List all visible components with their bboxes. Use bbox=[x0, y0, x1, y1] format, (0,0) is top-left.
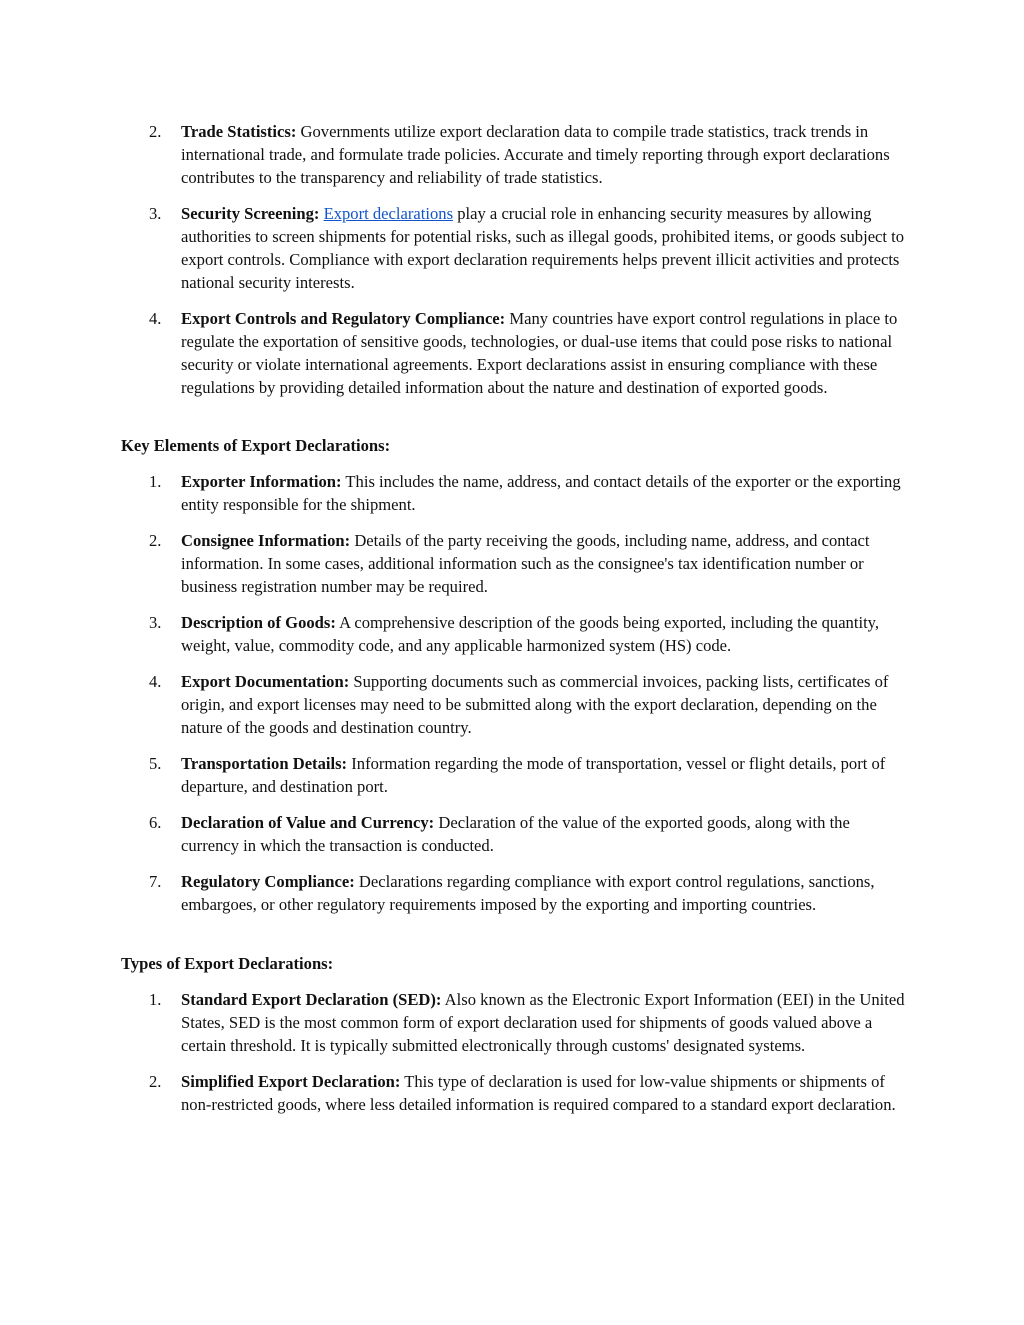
list-number: 5. bbox=[149, 754, 162, 773]
purpose-section bbox=[0, 120, 1024, 412]
list-number: 1. bbox=[149, 990, 162, 1009]
list-text: Declarations regarding compliance with export control regulations, sanctions, embargoes, or other regulatory requirements imposed by the exporting and importing countries. bbox=[181, 872, 875, 914]
list-item-simplified-export-declaration bbox=[0, 1070, 906, 1116]
list-number: 1. bbox=[149, 472, 162, 491]
list-term: Export Documentation: bbox=[181, 672, 350, 691]
list-text: Declaration of the value of the exported goods, along with the currency in which the transaction is conducted. bbox=[181, 813, 850, 855]
list-item-declaration-of-value bbox=[0, 811, 906, 857]
list-number: 4. bbox=[149, 672, 162, 691]
export-declarations-link[interactable]: Export declarations bbox=[323, 204, 454, 223]
types-heading: Types of Export Declarations: bbox=[121, 954, 334, 973]
list-term: Trade Statistics: bbox=[181, 122, 297, 141]
list-text: play a crucial role in enhancing security measures by allowing authorities to screen shipments for potential risks, such as illegal goods, prohibited items, or goods subject to export controls. Compliance with export declaration requirements helps prevent illicit activities and protects national security interests. bbox=[181, 204, 905, 292]
list-item-trade-statistics bbox=[0, 120, 906, 189]
list-term: Transportation Details: bbox=[181, 754, 348, 773]
list-text: Information regarding the mode of transportation, vessel or flight details, port of departure, and destination port. bbox=[181, 754, 886, 796]
list-number: 7. bbox=[149, 872, 162, 891]
list-text: Also known as the Electronic Export Information (EEI) in the United States, SED is the most common form of export declaration used for shipments of goods valued above a certain threshold. It is typically submitted electronically through customs' designated systems. bbox=[181, 990, 905, 1055]
list-term: Export Controls and Regulatory Compliance: bbox=[181, 309, 506, 328]
list-term: Exporter Information: bbox=[181, 472, 342, 491]
list-item-transportation-details bbox=[0, 752, 906, 798]
purpose-list bbox=[0, 120, 1024, 399]
list-number: 2. bbox=[149, 531, 162, 550]
list-text: Many countries have export control regulations in place to regulate the exportation of sensitive goods, technologies, or dual-use items that could pose risks to national security or violate international agreements. Export declarations assist in ensuring compliance with these regulations by providing detailed information about the nature and destination of exported goods. bbox=[181, 309, 898, 397]
list-item-export-documentation bbox=[0, 670, 906, 739]
list-text: Supporting documents such as commercial invoices, packing lists, certificates of origin, and export licenses may need to be submitted along with the export declaration, depending on the nature of the goods and destination country. bbox=[181, 672, 889, 737]
key-elements-list bbox=[0, 470, 1024, 916]
list-item-exporter-information bbox=[0, 470, 906, 516]
list-text: Details of the party receiving the goods, including name, address, and contact information. In some cases, additional information such as the consignee's tax identification number or business registration number may be required. bbox=[181, 531, 870, 596]
list-text: A comprehensive description of the goods being exported, including the quantity, weight, value, commodity code, and any applicable harmonized system (HS) code. bbox=[181, 613, 880, 655]
list-text: This type of declaration is used for low-value shipments or shipments of non-restricted goods, where less detailed information is required compared to a standard export declaration. bbox=[181, 1072, 896, 1114]
types-section bbox=[0, 988, 1024, 1129]
list-number: 3. bbox=[149, 613, 162, 632]
key-elements-heading: Key Elements of Export Declarations: bbox=[121, 436, 391, 455]
list-term: Security Screening: bbox=[181, 204, 320, 223]
list-item-consignee-information bbox=[0, 529, 906, 598]
list-item-description-of-goods bbox=[0, 611, 906, 657]
list-term: Simplified Export Declaration: bbox=[181, 1072, 401, 1091]
list-number: 3. bbox=[149, 204, 162, 223]
types-list bbox=[0, 988, 1024, 1116]
list-number: 2. bbox=[149, 1072, 162, 1091]
list-item-regulatory-compliance bbox=[0, 870, 906, 916]
list-text: Governments utilize export declaration data to compile trade statistics, track trends in international trade, and formulate trade policies. Accurate and timely reporting through export declarations contributes to the transparency and reliability of trade statistics. bbox=[181, 122, 890, 187]
list-text: This includes the name, address, and contact details of the exporter or the exporting entity responsible for the shipment. bbox=[181, 472, 901, 514]
list-term: Standard Export Declaration (SED): bbox=[181, 990, 442, 1009]
list-term: Regulatory Compliance: bbox=[181, 872, 355, 891]
key-elements-section bbox=[0, 470, 1024, 929]
list-term: Description of Goods: bbox=[181, 613, 336, 632]
list-item-standard-export-declaration bbox=[0, 988, 906, 1057]
list-number: 2. bbox=[149, 122, 162, 141]
list-item-export-controls bbox=[0, 307, 906, 399]
list-number: 4. bbox=[149, 309, 162, 328]
list-number: 6. bbox=[149, 813, 162, 832]
list-item-security-screening bbox=[0, 202, 906, 294]
list-term: Declaration of Value and Currency: bbox=[181, 813, 435, 832]
list-term: Consignee Information: bbox=[181, 531, 351, 550]
